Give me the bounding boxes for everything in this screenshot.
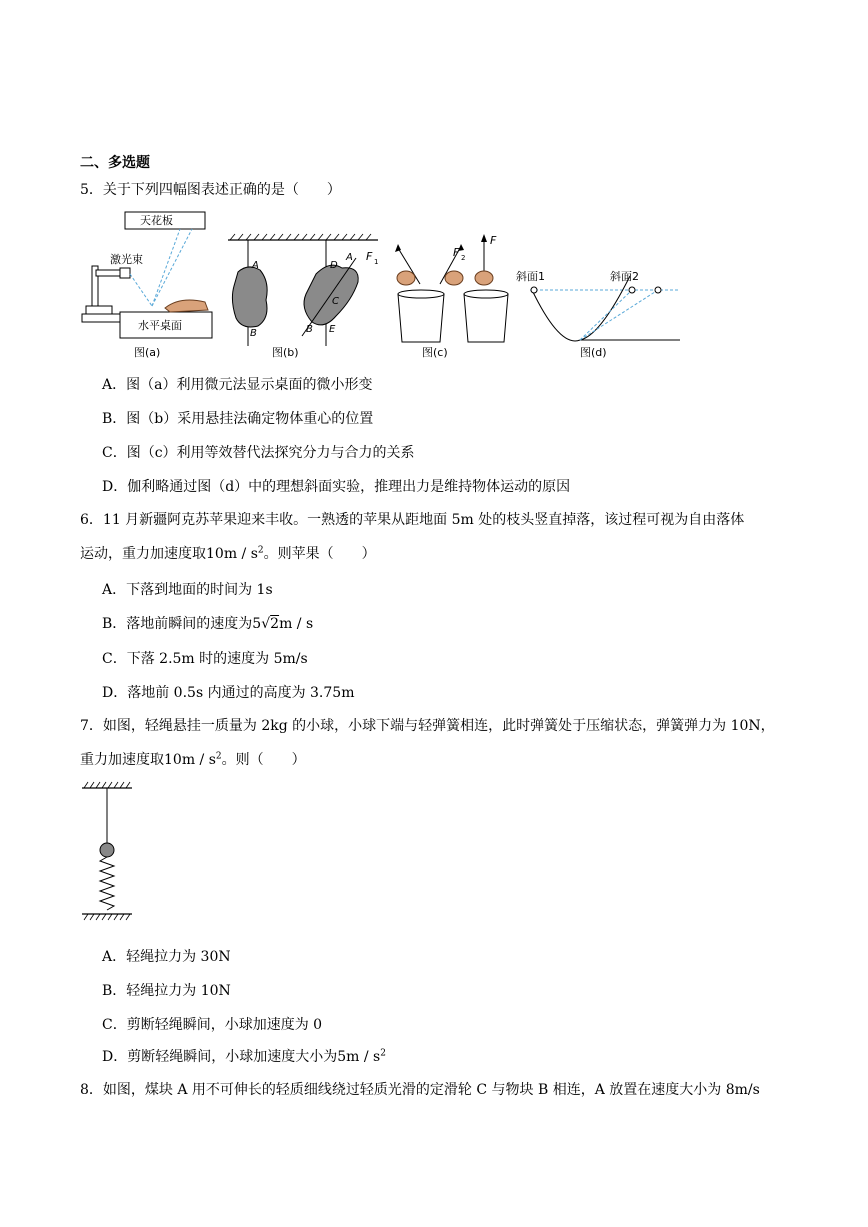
q6-option-b[interactable]: B．落地前瞬间的速度为5√2m / s [102,616,314,632]
ball [100,843,114,857]
q5-option-a[interactable]: A．图（a）利用微元法显示桌面的微小形变 [102,377,373,393]
hand-right-icon [445,271,463,285]
figure-c [366,234,508,359]
figure-d [516,269,680,359]
label-B: B [250,328,257,339]
label-F: F [490,234,497,247]
label-C: C [332,296,339,307]
label-F2: F [453,246,460,259]
q7-option-a[interactable]: A．轻绳拉力为 30N [102,949,231,965]
hand-center-icon [475,271,493,285]
question-7-line2: 重力加速度取$10m / s^2$。则（ ） [80,751,306,768]
label-A: A [252,260,259,271]
q6-option-d[interactable]: D．落地前 0.5s 内通过的高度为 3.75m [102,685,355,701]
spring [100,857,114,910]
label-F1: F [366,250,373,263]
slope1-label: 斜面1 [516,270,545,283]
fig-b-label: 图(b) [272,346,299,359]
question-5-figure [80,208,690,360]
label-F1-sub: 1 [374,258,379,266]
ball-1 [531,287,537,293]
table-label: 水平桌面 [138,319,182,332]
label-F2-sub: 2 [461,254,466,262]
section-title: 二、多选题 [80,155,150,171]
question-7-line1: 7．如图，轻绳悬挂一质量为 2kg 的小球，小球下端与轻弹簧相连，此时弹簧处于压缩状态，弹簧弹力为 10N， [80,718,775,734]
laser-label: 激光束 [110,253,143,266]
laser-base-2 [82,314,120,322]
q5-option-b[interactable]: B．图（b）采用悬挂法确定物体重心的位置 [102,411,374,427]
fig-d-label: 图(d) [580,346,607,359]
label-A2: A [346,252,353,263]
q7-option-d[interactable]: D．剪断轻绳瞬间，小球加速度大小为$5m / s^2$ [102,1048,386,1065]
label-E: E [329,324,336,335]
irregular-body-2 [304,265,358,325]
q7-option-b[interactable]: B．轻绳拉力为 10N [102,983,231,999]
q5-option-d[interactable]: D．伽利略通过图（d）中的理想斜面实验，推理出力是维持物体运动的原因 [102,479,571,495]
laser-beam-reflect [152,229,180,306]
question-6-line1: 6．11 月新疆阿克苏苹果迎来丰收。一熟透的苹果从距地面 5m 处的枝头竖直掉落，该过程可视为自由落体 [80,512,745,528]
label-D: D [330,260,338,271]
question-8-line1: 8．如图，煤块 A 用不可伸长的轻质细线绕过轻质光滑的定滑轮 C 与物块 B 相连，A 放置在速度大小为 8m/s [80,1082,760,1098]
slope2-label: 斜面2 [610,270,639,283]
q5-option-c[interactable]: C．图（c）利用等效替代法探究分力与合力的关系 [102,445,415,461]
laser-head [120,268,130,278]
fig-a-label: 图(a) [134,346,161,359]
hand-left-icon [397,271,415,285]
sqrt-icon: √ [261,616,271,632]
figure-b [228,234,378,359]
ball-2 [629,287,635,293]
fig-c-label: 图(c) [422,346,448,359]
laser-beam [130,274,152,306]
slope2-line [580,290,632,340]
laser-base [86,306,112,314]
bucket-2 [464,294,508,342]
question-5-stem: 5．关于下列四幅图表述正确的是（ ） [80,182,341,198]
figure-a [82,212,212,359]
ball-3 [655,287,661,293]
accel-unit: 10m / s [206,546,258,562]
q7-option-c[interactable]: C．剪断轻绳瞬间，小球加速度为 0 [102,1017,323,1033]
question-6-line2: 运动，重力加速度取$10m / s^2$。则苹果（ ） [80,545,376,562]
bucket-1 [398,294,444,342]
ceiling-label: 天花板 [140,214,173,227]
label-B2: B [306,324,313,335]
irregular-body-1 [232,267,267,327]
question-7-figure [78,780,138,930]
q6-option-c[interactable]: C．下落 2.5m 时的速度为 5m/s [102,651,308,667]
q6-option-a[interactable]: A．下落到地面的时间为 1s [102,582,273,598]
laser-beam-reflect-2 [152,229,192,306]
curve-ramp [532,276,630,341]
hand-icon [165,300,208,312]
